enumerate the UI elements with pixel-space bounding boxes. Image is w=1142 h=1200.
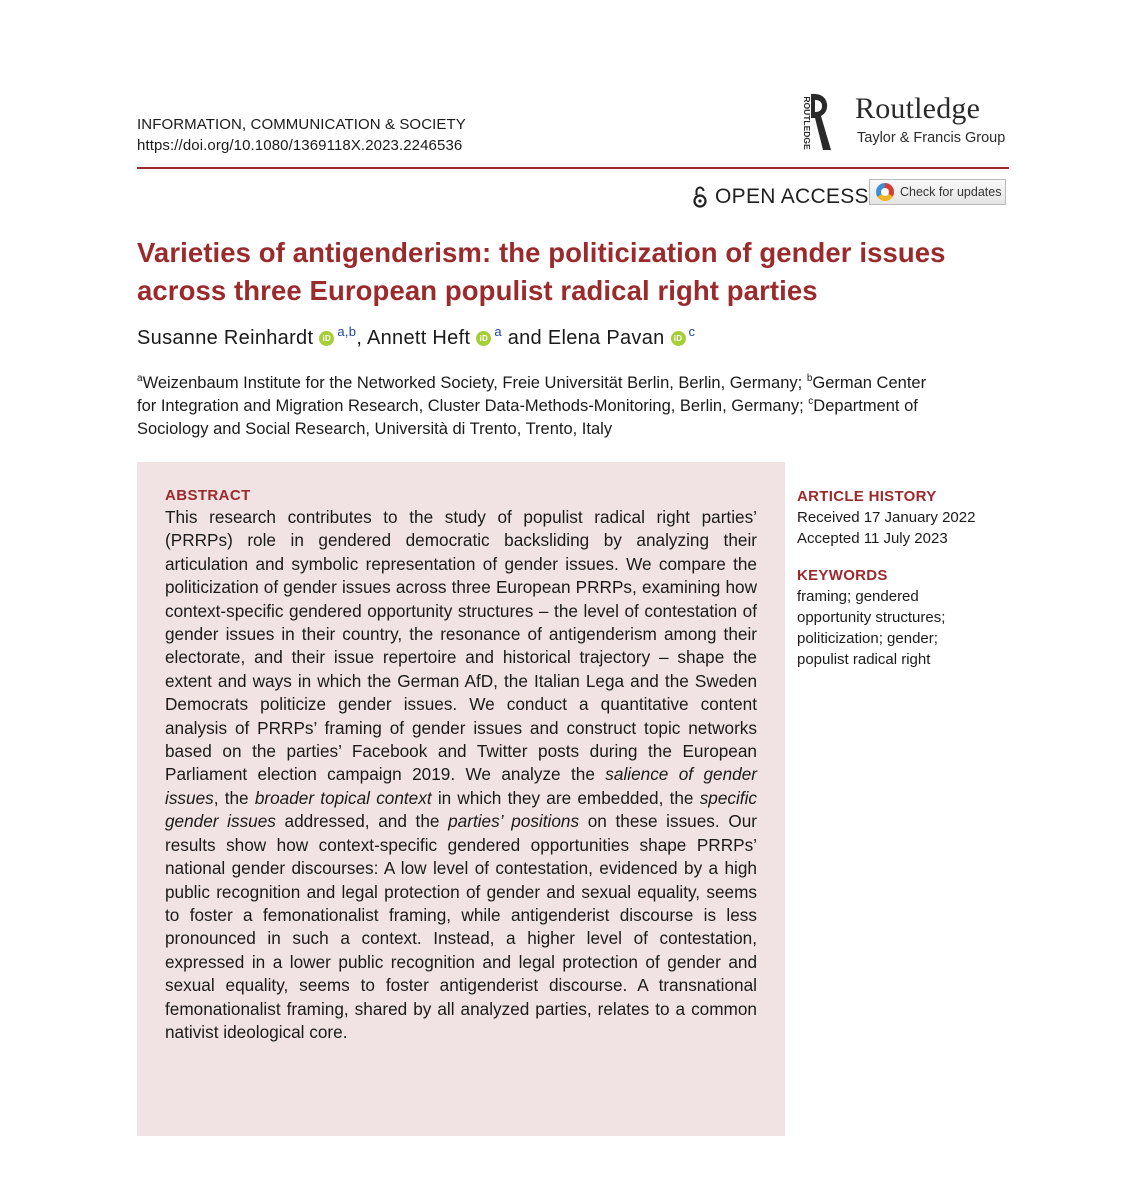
abstract-emphasis: broader topical context	[254, 787, 432, 808]
affiliation-text: Weizenbaum Institute for the Networked Society, Freie Universität Berlin, Berlin, Germany;	[142, 374, 807, 392]
affiliation-marker: c	[808, 396, 814, 407]
author-affiliation-sup: c	[688, 324, 696, 339]
open-lock-icon	[693, 186, 707, 208]
abstract-text: This research contributes to the study of populist radical right parties’ (PRRPs) role in gendered democratic backsliding by analyzing their articulation and symbolic representation of gender issues. We compare the politicization of gender issues across three European PRRPs, examining how context-specific gendered opportunity structures – the level of contestation of gender issues in their country, the resonance of antigenderism among their electorate, and their issue repertoire and historical trajectory – shape the extent and ways in which the German AfD, the Italian Lega and the Sweden Democrats politicize gender issues. We conduct a quantitative content analysis of PRRPs’ framing of gender issues and construct topic networks based on the parties’ Facebook and Twitter posts during the European Parliament election campaign 2019. We analyze the salience of gender issues, the broader topical context in which they are embedded, the specific gender issues addressed, and the parties’ positions on these issues. Our results show how context-specific gendered opportunities shape PRRPs’ national gender discourses: A low level of contestation, evidenced by a high public recognition and legal protection of gender and sexual equality, seems to foster a femonationalist framing, while antigenderist discourse is less pronounced in such a context. Instead, a higher level of contestation, expressed in a lower public recognition and legal protection of gender and sexual equality, seems to foster antigenderist discourse. A transnational femonationalist framing, shared by all analyzed parties, relates to a common nativist ideological core.	[165, 507, 757, 1042]
orcid-icon[interactable]: iD	[319, 331, 334, 346]
article-history-heading: ARTICLE HISTORY	[797, 488, 937, 505]
orcid-icon[interactable]: iD	[476, 331, 491, 346]
author-affiliation-sup: a,b	[337, 324, 357, 339]
abstract-emphasis: salience of gender issues	[165, 764, 757, 808]
title-line-2: across three European populist radical right parties	[137, 275, 818, 306]
open-access-label: OPEN ACCESS	[715, 185, 869, 208]
publisher-logo[interactable]	[795, 92, 1015, 152]
abstract-heading: ABSTRACT	[165, 487, 251, 504]
affiliation-line	[137, 395, 1017, 418]
author-separator: ,	[356, 327, 367, 349]
title-line-1: Varieties of antigenderism: the politicization of gender issues	[137, 237, 946, 268]
author-list	[137, 324, 695, 350]
publisher-group: Taylor & Francis Group	[857, 130, 1006, 146]
author-separator: and	[501, 327, 548, 349]
author-name[interactable]: Annett Heft	[366, 327, 471, 349]
affiliation-line	[137, 372, 1017, 395]
publisher-vertical-mark: ROUTLEDGE	[802, 96, 812, 150]
affiliation-text: German Center	[812, 374, 927, 392]
affiliations	[137, 372, 1017, 441]
author-name[interactable]: Elena Pavan	[547, 327, 665, 349]
received-date: Received 17 January 2022	[797, 509, 976, 526]
journal-name: INFORMATION, COMMUNICATION & SOCIETY	[137, 116, 466, 133]
article-title	[137, 234, 1017, 310]
article-sidebar	[797, 487, 1017, 670]
author-affiliation-sup: a	[494, 324, 502, 339]
check-for-updates-label: Check for updates	[900, 185, 1002, 199]
orcid-icon[interactable]: iD	[671, 331, 686, 346]
keyword-line: politicization; gender;	[797, 630, 938, 647]
routledge-mark-icon	[795, 92, 835, 154]
header-divider	[137, 167, 1009, 169]
abstract-emphasis: parties’ positions	[448, 811, 580, 832]
crossmark-icon	[876, 183, 894, 201]
publisher-name: Routledge	[855, 92, 981, 125]
author-name[interactable]: Susanne Reinhardt	[137, 327, 314, 349]
keyword-line: populist radical right	[797, 651, 931, 668]
affiliation-text: Department of	[813, 397, 918, 415]
affiliation-marker: b	[806, 373, 813, 384]
affiliation-line: Sociology and Social Research, Università di Trento, Trento, Italy	[137, 420, 613, 438]
affiliation-marker: a	[137, 373, 143, 384]
open-access-badge	[693, 185, 869, 209]
doi-link[interactable]: https://doi.org/10.1080/1369118X.2023.2246536	[137, 137, 463, 154]
keyword-line: framing; gendered	[797, 588, 919, 605]
journal-header	[137, 114, 466, 156]
check-for-updates-button[interactable]	[869, 179, 1006, 205]
affiliation-text: for Integration and Migration Research, Cluster Data-Methods-Monitoring, Berlin, Germany;	[137, 397, 809, 415]
keywords-heading: KEYWORDS	[797, 567, 888, 584]
accepted-date: Accepted 11 July 2023	[797, 530, 948, 547]
abstract-emphasis: specific gender issues	[165, 787, 757, 832]
keyword-line: opportunity structures;	[797, 609, 946, 626]
